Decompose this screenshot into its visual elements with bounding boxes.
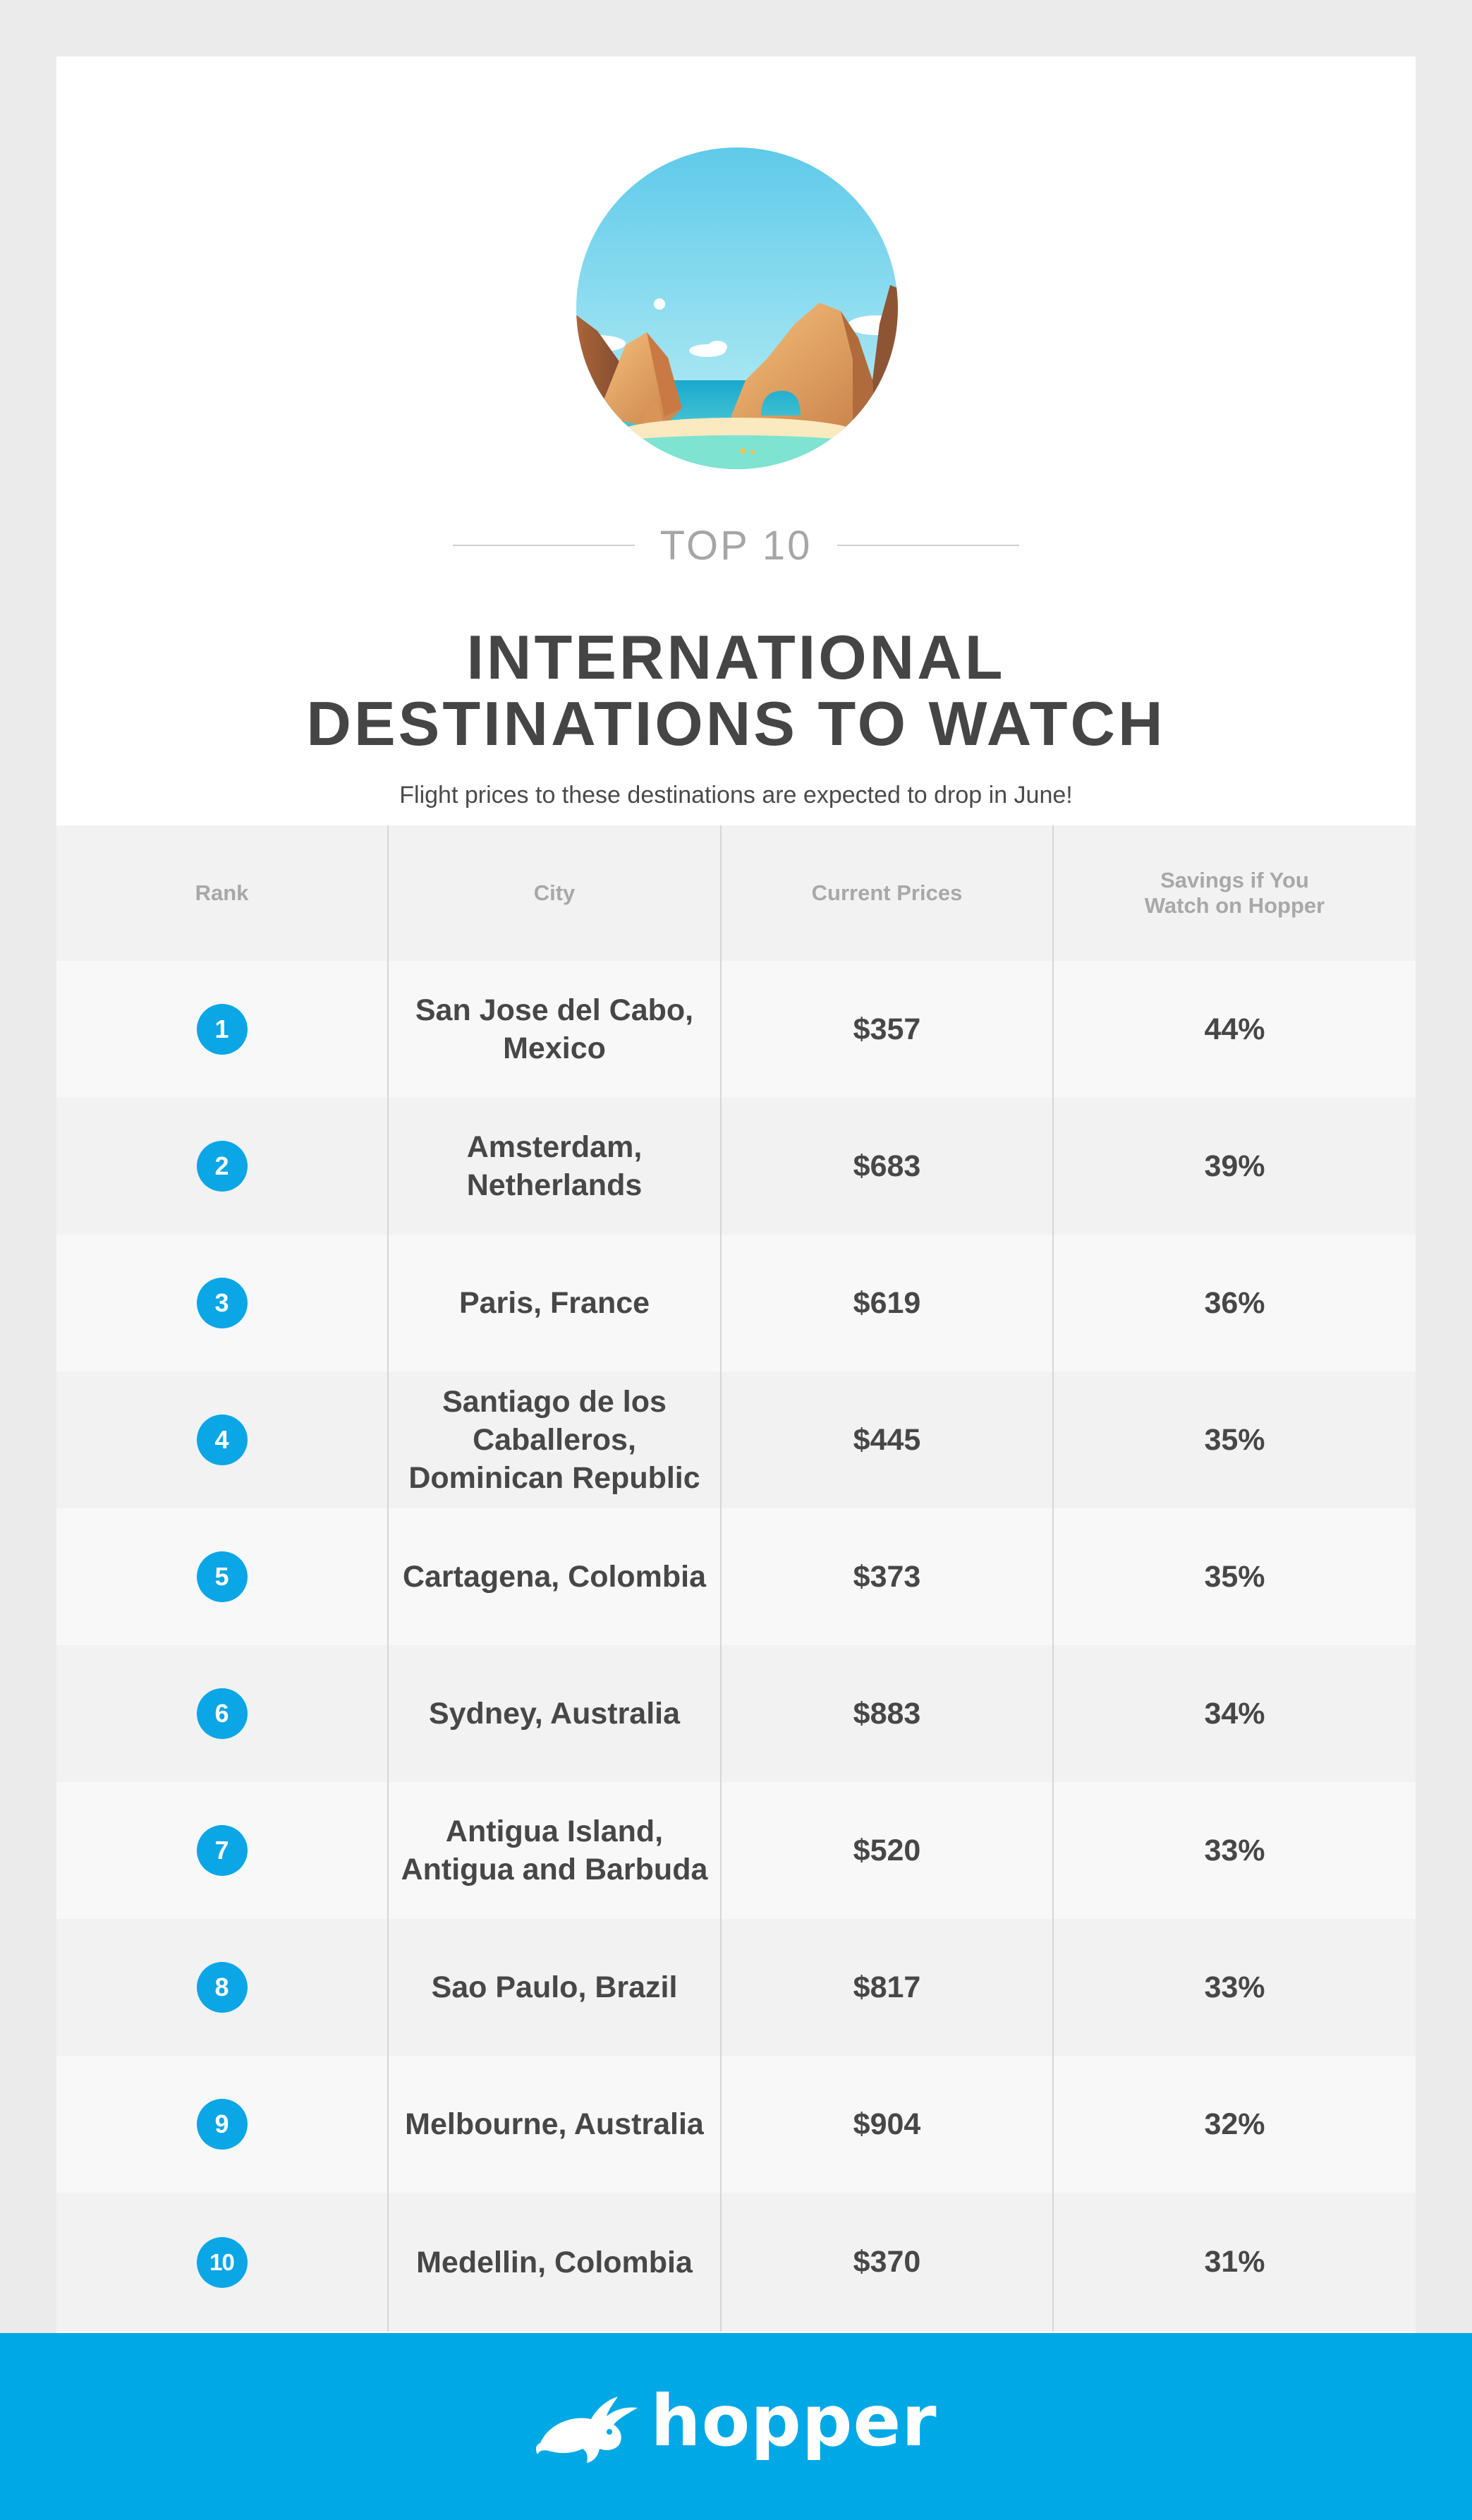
city-name: Antigua Island, Antigua and Barbuda: [401, 1815, 708, 1886]
kicker-divider-right: [837, 545, 1019, 546]
savings-percent: 34%: [1204, 1696, 1265, 1731]
column-header-savings-line-1: Savings if You: [1160, 868, 1309, 892]
column-header-rank: Rank: [56, 825, 389, 961]
savings-percent: 31%: [1204, 2245, 1265, 2279]
column-header-savings-line-2: Watch on Hopper: [1144, 893, 1325, 918]
page-title-line-1: INTERNATIONAL: [466, 622, 1006, 692]
table-row: [56, 961, 1416, 1098]
city-name: San Jose del Cabo, Mexico: [415, 993, 694, 1065]
footer-bar: [0, 2333, 1472, 2520]
current-price: $883: [853, 1696, 921, 1731]
current-price: $904: [853, 2107, 921, 2141]
city-name: Cartagena, Colombia: [402, 1560, 707, 1594]
column-header-savings: [1054, 825, 1416, 961]
table-header-row: [56, 825, 1416, 961]
savings-percent: 39%: [1204, 1149, 1265, 1183]
city-name: Santiago de los Caballeros, Dominican Republic: [408, 1385, 700, 1495]
current-price: $683: [853, 1149, 921, 1183]
rank-badge: 8: [197, 1962, 248, 2013]
kicker-row: [56, 517, 1416, 574]
current-price: $357: [853, 1012, 921, 1046]
column-header-city: City: [389, 825, 722, 961]
table-row: [56, 2193, 1416, 2332]
rank-badge: 3: [197, 1278, 248, 1328]
savings-percent: 32%: [1204, 2107, 1265, 2141]
current-price: $520: [853, 1833, 921, 1867]
table-row: [56, 1371, 1416, 1508]
page-subtitle: Flight prices to these destinations are expected to drop in June!: [399, 782, 1073, 808]
city-name: Sydney, Australia: [428, 1697, 681, 1731]
brand-wordmark: hopper: [650, 2380, 937, 2462]
kicker-divider-left: [453, 545, 635, 546]
kicker-label: TOP 10: [659, 522, 813, 569]
current-price: $370: [853, 2245, 921, 2279]
current-price: $445: [853, 1422, 921, 1457]
savings-percent: 33%: [1204, 1833, 1265, 1867]
savings-percent: 36%: [1204, 1285, 1265, 1320]
page-title-line-2: DESTINATIONS TO WATCH: [306, 689, 1166, 758]
table-row: [56, 1508, 1416, 1645]
city-name: Sao Paulo, Brazil: [431, 1970, 678, 2004]
savings-percent: 35%: [1204, 1559, 1265, 1594]
hopper-brand[interactable]: [535, 2380, 937, 2468]
rank-badge: 6: [197, 1688, 248, 1739]
bunny-logo-icon: [535, 2388, 640, 2466]
current-price: $373: [853, 1559, 921, 1594]
table-row: [56, 1919, 1416, 2056]
column-header-price: Current Prices: [722, 825, 1054, 961]
current-price: $619: [853, 1285, 921, 1320]
destinations-table: [56, 825, 1416, 2332]
table-row: [56, 1098, 1416, 1235]
city-name: Medellin, Colombia: [416, 2245, 693, 2279]
city-name: Paris, France: [458, 1286, 650, 1320]
rank-badge: 7: [197, 1825, 248, 1876]
current-price: $817: [853, 1970, 921, 2004]
table-row: [56, 1782, 1416, 1919]
rank-badge: 1: [197, 1004, 248, 1055]
table-row: [56, 2056, 1416, 2193]
city-name: Melbourne, Australia: [405, 2107, 704, 2141]
savings-percent: 35%: [1204, 1422, 1265, 1457]
infographic-card: [56, 56, 1416, 2333]
table-row: [56, 1645, 1416, 1782]
rank-badge: 4: [197, 1415, 248, 1465]
rank-badge: 9: [197, 2099, 248, 2150]
page-title: [56, 624, 1416, 757]
savings-percent: 44%: [1204, 1012, 1265, 1046]
savings-percent: 33%: [1204, 1970, 1265, 2004]
rank-badge: 2: [197, 1141, 248, 1192]
rank-badge: 10: [197, 2237, 248, 2288]
rank-badge: 5: [197, 1551, 248, 1602]
beach-arch-rocks-illustration: [576, 147, 898, 469]
table-row: [56, 1235, 1416, 1371]
city-name: Amsterdam, Netherlands: [466, 1130, 643, 1202]
hero-section: [56, 56, 1416, 825]
